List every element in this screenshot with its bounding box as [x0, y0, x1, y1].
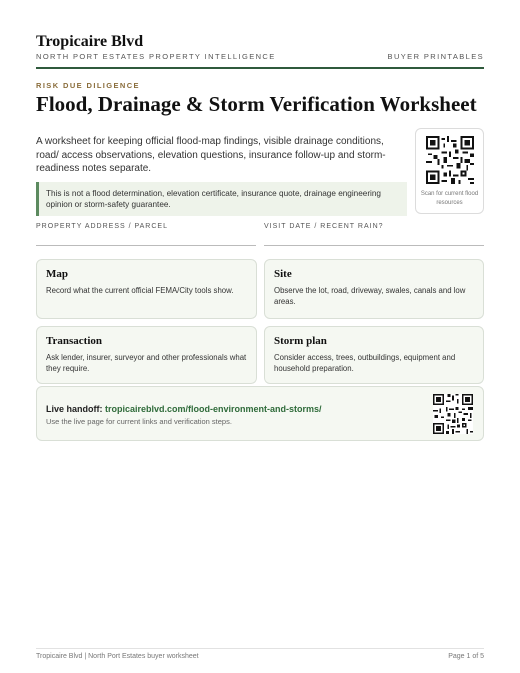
card-map: [36, 259, 257, 319]
card-transaction: [36, 326, 257, 384]
footer-divider: [36, 648, 484, 649]
card-title: Site: [274, 268, 292, 280]
handoff-line: [46, 404, 322, 414]
card-site: [264, 259, 484, 319]
brand-subtitle-bar: [36, 52, 484, 61]
visit-field-label: VISIT DATE / RECENT RAIN?: [264, 223, 384, 230]
address-field-line[interactable]: [36, 245, 256, 246]
page-footer: [36, 653, 484, 660]
handoff-note: Use the live page for current links and verification steps.: [46, 417, 232, 426]
footer-left-text: Tropicaire Blvd | North Port Estates buyer worksheet: [36, 653, 199, 660]
disclaimer-text: This is not a flood determination, elevation certificate, insurance quote, drainage engineering opinion or storm-safety guarantee.: [46, 189, 381, 209]
card-text: Ask lender, insurer, surveyor and other professionals what they require.: [46, 353, 247, 373]
card-storm-plan: [264, 326, 484, 384]
card-title: Map: [46, 268, 68, 280]
brand-name: Tropicaire Blvd: [36, 33, 144, 50]
header-divider: [36, 67, 484, 69]
qr-code-icon[interactable]: [433, 394, 473, 434]
card-text: Observe the lot, road, driveway, swales, canals and low areas.: [274, 286, 466, 306]
live-handoff-box: [36, 386, 484, 441]
worksheet-page: [36, 0, 484, 673]
address-field-label: PROPERTY ADDRESS / PARCEL: [36, 223, 168, 230]
intro-text: A worksheet for keeping official flood-map findings, visible drainage conditions, road/ access observations, elevation questions, insurance follow-up and storm-readiness notes separate.: [36, 136, 386, 174]
card-title: Storm plan: [274, 335, 327, 347]
qr-caption: Scan for current flood resources: [420, 191, 479, 206]
page-number: Page 1 of 5: [448, 653, 484, 660]
brand-subtitle: NORTH PORT ESTATES PROPERTY INTELLIGENCE: [36, 52, 276, 61]
page-title: Flood, Drainage & Storm Verification Worksheet: [36, 92, 477, 116]
card-text: Consider access, trees, outbuildings, equipment and household preparation.: [274, 353, 456, 373]
qr-card[interactable]: [415, 128, 484, 214]
card-text: Record what the current official FEMA/City tools show.: [46, 286, 234, 295]
disclaimer-notice: [36, 182, 407, 216]
qr-code-icon: [426, 136, 474, 184]
handoff-link[interactable]: tropicaireblvd.com/flood-environment-and-storms/: [105, 404, 322, 414]
doc-kicker: RISK DUE DILIGENCE: [36, 81, 140, 90]
section-label: BUYER PRINTABLES: [387, 52, 484, 61]
handoff-label: Live handoff:: [46, 404, 103, 414]
visit-field-line[interactable]: [264, 245, 484, 246]
card-title: Transaction: [46, 335, 103, 347]
